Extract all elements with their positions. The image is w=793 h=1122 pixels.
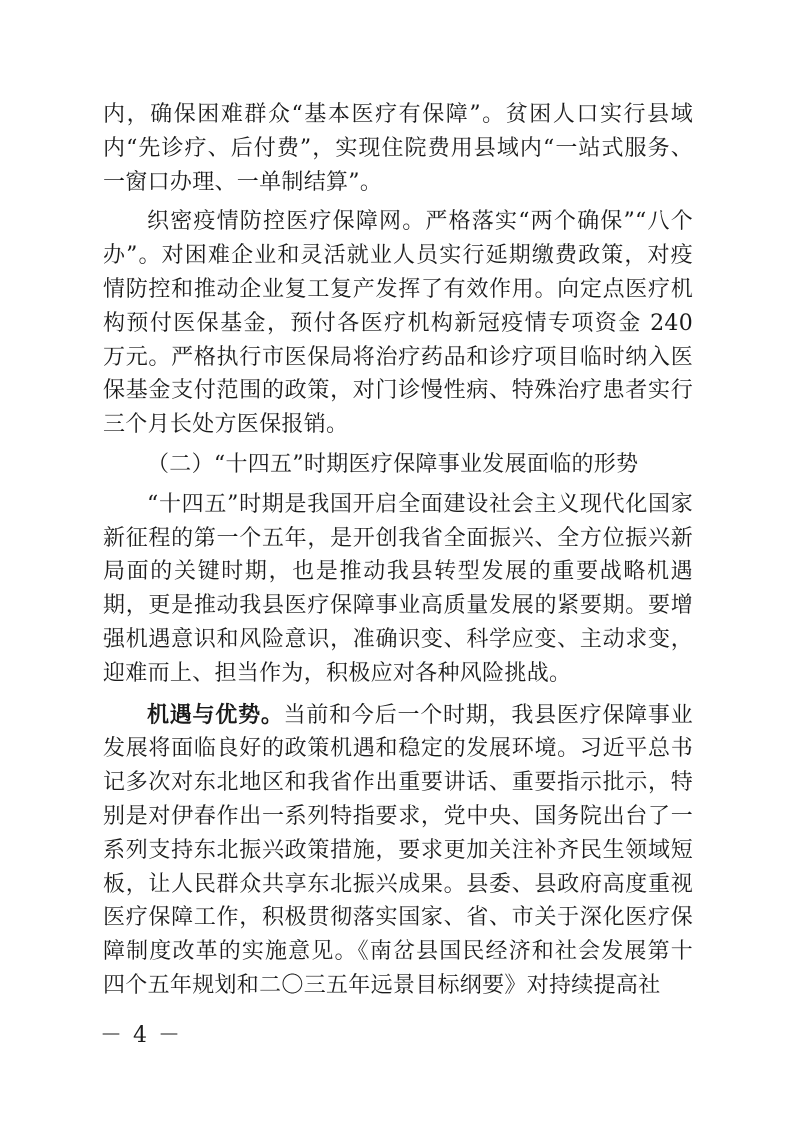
paragraph-epidemic-protection: 织密疫情防控医疗保障网。严格落实“两个确保”“八个办”。对困难企业和灵活就业人员实行延期缴费政策，对疫情防控和推动企业复工复产发挥了有效作用。向定点医疗机构预付医保基金，预付各医疗机构新冠疫情专项资金 240 万元。严格执行市医保局将治疗药品和诊疗项目临时纳入医保基金支付范围的政策，对门诊慢性病、特殊治疗患者实行三个月长处方医保报销。	[103, 209, 693, 438]
paragraph-opportunities	[103, 699, 693, 1003]
document-body	[103, 98, 693, 1003]
paragraph-healthcare-guarantee: 内，确保困难群众“基本医疗有保障”。贫困人口实行县域内“先诊疗、后付费”，实现住院费用县域内“一站式服务、一窗口办理、一单制结算”。	[103, 102, 693, 195]
page-number: － 4 －	[100, 1023, 182, 1048]
section-heading: （二）“十四五”时期医疗保障事业发展面临的形势	[147, 451, 639, 477]
paragraph-opportunities-text: 当前和今后一个时期，我县医疗保障事业发展将面临良好的政策机遇和稳定的发展环境。习近平总书记多次对东北地区和我省作出重要讲话、重要指示批示，特别是对伊春作出一系列特指要求，党中央、国务院出台了一系列支持东北振兴政策措施，要求更加关注补齐民生领域短板，让人民群众共享东北振兴成果。县委、县政府高度重视医疗保障工作，积极贯彻落实国家、省、市关于深化医疗保障制度改革的实施意见。《南岔县国民经济和社会发展第十四个五年规划和二〇三五年远景目标纲要》对持续提高社	[103, 702, 693, 998]
paragraph-lead-bold: 机遇与优势。	[147, 702, 284, 728]
paragraph-fourteenth-five-year: “十四五”时期是我国开启全面建设社会主义现代化国家新征程的第一个五年，是开创我省全面振兴、全方位振兴新局面的关键时期，也是推动我县转型发展的重要战略机遇期，更是推动我县医疗保障事业高质量发展的紧要期。要增强机遇意识和风险意识，准确识变、科学应变、主动求变，迎难而上、担当作为，积极应对各种风险挑战。	[103, 491, 693, 686]
